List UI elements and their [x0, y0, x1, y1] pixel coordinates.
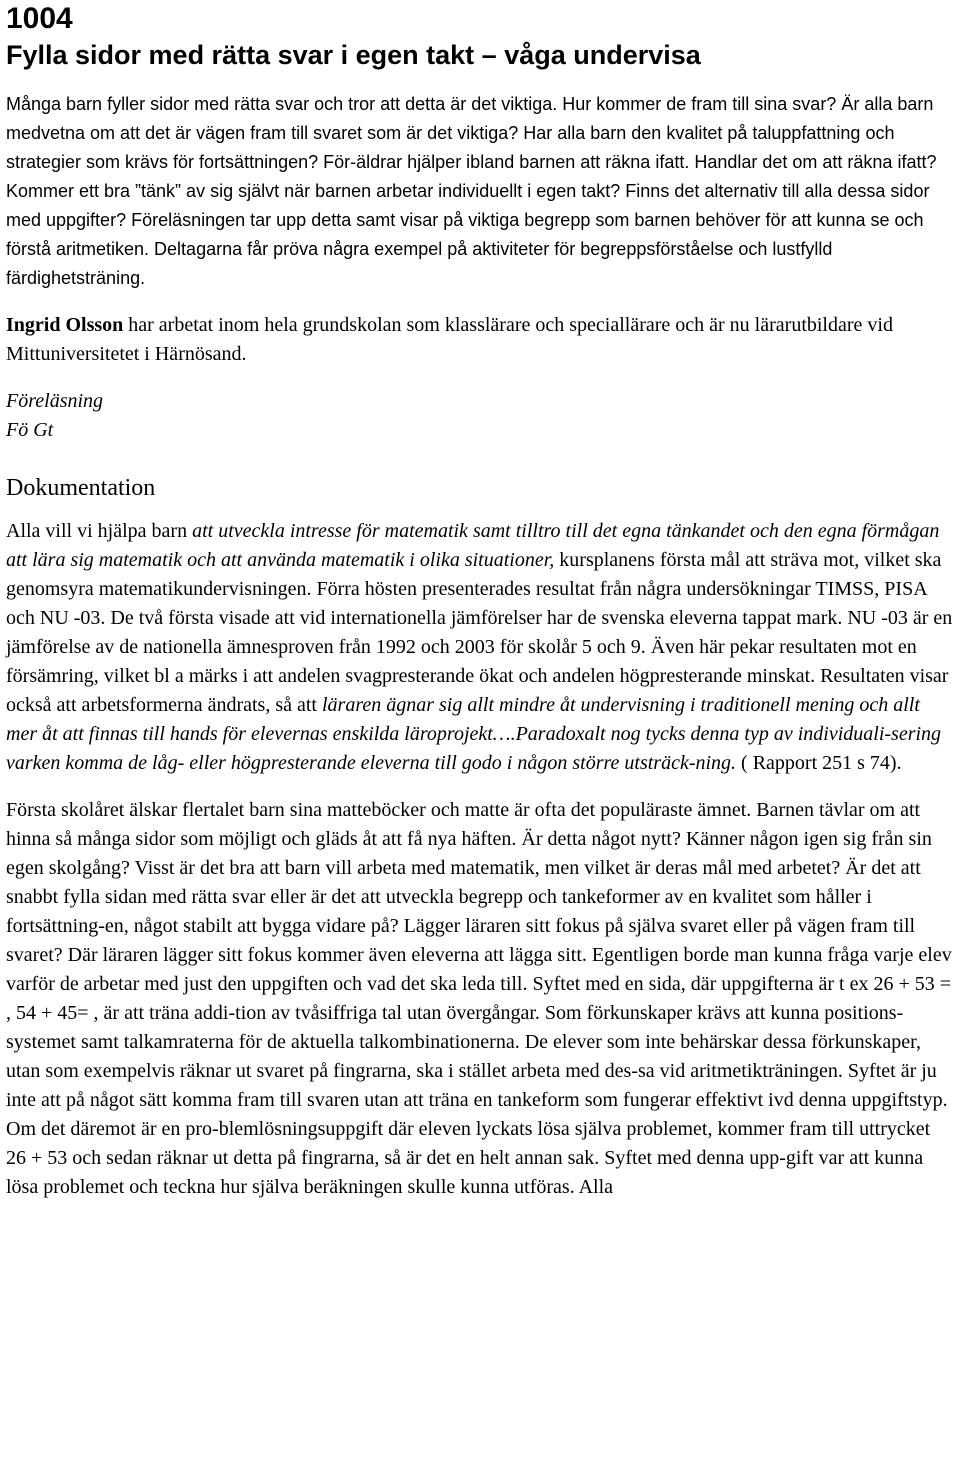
- speaker-name: Ingrid Olsson: [6, 314, 124, 336]
- paragraph-text: Alla vill vi hjälpa barn: [6, 520, 193, 542]
- documentation-paragraph-1: [6, 517, 954, 778]
- paragraph-text: kursplanens första mål att sträva mot, vilket ska genomsyra matematikundervisningen. Förra hösten presenterades resultat från några undersökningar TIMSS, PISA och NU -03. De två första visade att vid internationella jämförelser har de svenska eleverna tappat mark. NU -03 är en jämförelse av de nationella ämnesproven från 1992 och 2003 för skolår 5 och 9. Även här pekar resultaten mot en försämring, vilket bl a märks i att andelen svagpresterande ökat och andelen högpresterande minskat. Resultaten visar också att arbetsformerna ändrats, så att: [6, 549, 953, 716]
- session-title: Fylla sidor med rätta svar i egen takt – våga undervisa: [6, 40, 701, 70]
- report-quote: läraren ägnar sig allt mindre åt undervisning i traditionell mening och allt mer åt att finnas till hands för elevernas enskilda läroprojekt….Paradoxalt nog tycks denna typ av individuali-sering varken komma de låg- eller högpresterande eleverna till godo i någon större utsträck-ning.: [6, 694, 942, 774]
- speaker-bio-text: har arbetat inom hela grundskolan som klasslärare och speciallärare och är nu lärarutbildare vid Mittuniversitetet i Härnösand.: [6, 314, 893, 365]
- session-meta: [6, 387, 954, 445]
- speaker-bio: [6, 311, 954, 369]
- curriculum-quote: att utveckla intresse för matematik samt tilltro till det egna tänkandet och den egna förmågan att lära sig matematik och att använda matematik i olika situationer,: [6, 520, 940, 571]
- session-type: Föreläsning: [6, 390, 104, 412]
- report-citation: ( Rapport 251 s 74).: [736, 752, 902, 774]
- abstract-paragraph: Många barn fyller sidor med rätta svar och tror att detta är det viktiga. Hur kommer de fram till sina svar? Är alla barn medvetna om att det är vägen fram till svaret som är det viktiga? Har alla barn den kvalitet på taluppfattning och strategier som krävs för fortsättningen? För-äldrar hjälper ibland barnen att räkna ifatt. Handlar det om att räkna ifatt? Kommer ett bra ”tänk” av sig självt när barnen arbetar individuellt i egen takt? Finns det alternativ till alla dessa sidor med uppgifter? Föreläsningen tar upp detta samt visar på viktiga begrepp som barnen behöver för att kunna se och förstå aritmetiken. Deltagarna får pröva några exempel på aktiviteter för begreppsförståelse och lustfylld färdighetsträning.: [6, 94, 937, 288]
- session-number: 1004: [6, 2, 73, 35]
- session-level: Fö Gt: [6, 419, 54, 441]
- documentation-paragraph-2: Första skolåret älskar flertalet barn sina matteböcker och matte är ofta det populäraste ämnet. Barnen tävlar om att hinna så många sidor som möjligt och gläds åt att få nya häften. Är detta något nytt? Känner någon igen sig från sin egen skolgång? Visst är det bra att barn vill arbeta med matematik, men vilket är deras mål med arbetet? Är det att snabbt fylla sidan med rätta svar eller är det att utveckla begrepp och tankeformer av en kvalitet som håller i fortsättning-en, något stabilt att bygga vidare på? Lägger läraren sitt fokus på själva svaret eller på vägen fram till svaret? Där läraren lägger sitt fokus kommer även eleverna att lägga sitt. Egentligen borde man kunna fråga varje elev varför de arbetar med just den uppgiften och vad det ska leda till. Syftet med en sida, där uppgifterna är t ex 26 + 53 = , 54 + 45= , är att träna addi-tion av tvåsiffriga tal utan övergångar. Som förkunskaper krävs att kunna positions-systemet samt talkamraterna för de aktuella talkombinationerna. De elever som inte behärskar dessa förkunskaper, utan som exempelvis räknar ut svaret på fingrarna, ska i stället arbeta med des-sa vid aritmetikträningen. Syftet är ju inte att på något sätt komma fram till svaren utan att träna en tankeform som fungerar effektivt ivd denna uppgiftstyp. Om det däremot är en pro-blemlösningsuppgift där eleven lyckats lösa själva problemet, kommer fram till uttrycket 26 + 53 och sedan räknar ut detta på fingrarna, så är det en helt annan sak. Syftet med denna upp-gift var att kunna lösa problemet och teckna hur själva beräkningen skulle kunna utföras. Alla: [6, 799, 952, 1198]
- document-page: [6, 0, 954, 1202]
- documentation-heading: Dokumentation: [6, 475, 156, 501]
